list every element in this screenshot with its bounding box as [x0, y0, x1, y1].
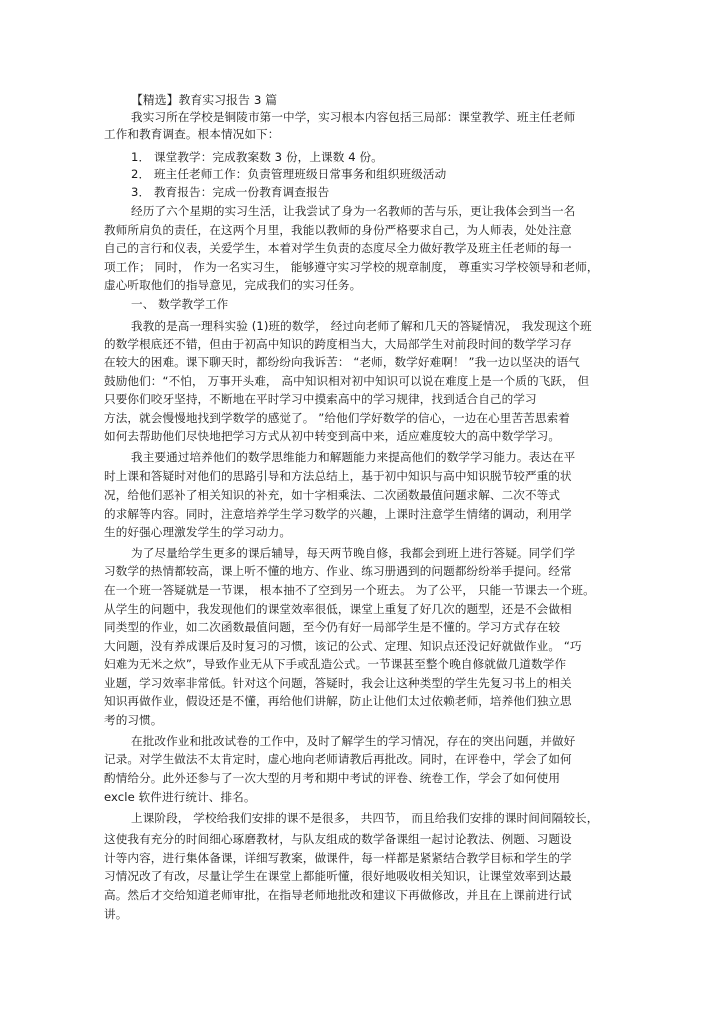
document-title: 【精选】教育实习报告 3 篇	[131, 93, 278, 107]
paragraph-line: 在一个班一答疑就是一节课， 根本抽不了空到另一个班去。 为了公平， 只能一节课去一个班。	[104, 583, 595, 597]
paragraph-line: 从学生的问题中，我发现他们的课堂效率很低，课堂上重复了好几次的题型，还是不会做相	[104, 602, 572, 616]
section-heading: 一、 数学教学工作	[131, 297, 229, 311]
paragraph-line: 况，给他们恶补了相关知识的补充，如十字相乘法、二次函数最值问题求解、二次不等式	[104, 488, 561, 502]
paragraph-line: 生的好强心理激发学生的学习动力。	[104, 525, 292, 539]
paragraph-line: 虚心听取他们的指导意见，完成我们的实习任务。	[104, 278, 362, 292]
paragraph-line: 我教的是高一理科实验 (1)班的数学， 经过向老师了解和几天的答疑情况， 我发现这个班	[131, 319, 592, 333]
paragraph-line: 为了尽量给学生更多的课后辅导，每天两节晚自修，我都会到班上进行答疑。同学们学	[131, 546, 576, 560]
paragraph-line: 大问题，没有养成课后及时复习的习惯，该记的公式、定理、知识点还没记好就做作业。 “巧	[104, 639, 582, 653]
paragraph-line: 在批改作业和批改试卷的工作中，及时了解学生的学习情况，存在的突出问题，并做好	[131, 734, 576, 748]
paragraph-line: 业题，学习效率非常低。针对这个问题，答疑时，我会让这种类型的学生先复习书上的相关	[104, 676, 572, 690]
paragraph-line: 妇难为无米之炊”，导致作业无从下手或乱造公式。一节课甚至整个晚自修就做几道数学作	[104, 657, 567, 671]
paragraph-line: 讲。	[104, 907, 128, 921]
paragraph-line: excle 软件进行统计、排名。	[104, 790, 256, 804]
paragraph-line: 项工作； 同时， 作为一名实习生， 能够遵守实习学校的规章制度， 尊重实习学校领导和老师，	[104, 260, 599, 274]
paragraph-line: 考的习惯。	[104, 713, 163, 727]
paragraph-line: 只要你们咬牙坚持，不断地在平时学习中摸索高中的学习规律，找到适合自己的学习	[104, 392, 537, 406]
paragraph-line: 习情况改了有改，尽量让学生在课堂上都能听懂，很好地吸收相关知识，让课堂效率到达最	[104, 869, 572, 883]
paragraph-line: 计等内容，进行集体备课，详细写教案，做课件，每一样都是紧紧结合教学目标和学生的学	[104, 851, 572, 865]
paragraph-line: 在较大的困难。课下聊天时，都纷纷向我诉苦： “老师，数学好难啊！ ”我一边以坚决的语气	[104, 355, 580, 369]
list-item: 1． 课堂教学：完成教案数 3 份，上课数 4 份。	[131, 150, 383, 164]
paragraph-line: 上课阶段， 学校给我们安排的课不是很多， 共四节， 而且给我们安排的课时间间隔较长，	[131, 811, 599, 825]
paragraph-line: 鼓励他们：“不怕， 万事开头难， 高中知识相对初中知识可以说在难度上是一个质的飞跃， 但	[104, 374, 590, 388]
paragraph-line: 我实习所在学校是铜陵市第一中学，实习根本内容包括三局部：课堂教学、班主任老师	[131, 110, 576, 124]
paragraph-line: 教师所肩负的责任，在这两个月里，我能以教师的身份严格要求自己，为人师表，处处注意	[104, 223, 572, 237]
paragraph-line: 自己的言行和仪表，关爱学生，本着对学生负责的态度尽全力做好教学及班主任老师的每一	[104, 241, 572, 255]
paragraph-line: 如何去帮助他们尽快地把学习方式从初中转变到高中来，适应难度较大的高中数学学习。	[104, 429, 561, 443]
paragraph-line: 记录。对学生做法不太肯定时，虚心地向老师请教后再批改。同时，在评卷中，学会了如何	[104, 752, 572, 766]
paragraph-line: 习数学的热情都较高，课上听不懂的地方、作业、练习册遇到的问题都纷纷举手提问。经常	[104, 564, 572, 578]
list-item: 3． 教育报告：完成一份教育调查报告	[131, 185, 330, 199]
paragraph-line: 我主要通过培养他们的数学思维能力和解题能力来提高他们的数学学习能力。表达在平	[131, 450, 576, 464]
paragraph-line: 时上课和答疑时对他们的思路引导和方法总结上，基于初中知识与高中知识脱节较严重的状	[104, 469, 572, 483]
paragraph-line: 方法，就会慢慢地找到学数学的感觉了。 ”给他们学好数学的信心，一边在心里苦苦思索着	[104, 411, 570, 425]
paragraph-line: 的数学根底还不错，但由于初高中知识的跨度相当大，大局部学生对前段时间的数学学习存	[104, 337, 572, 351]
paragraph-line: 知识再做作业，假设还是不懂，再给他们讲解，防止让他们太过依赖老师，培养他们独立思	[104, 694, 572, 708]
list-item: 2． 班主任老师工作：负责管理班级日常事务和组织班级活动	[131, 167, 447, 181]
paragraph-line: 的求解等内容。同时，注意培养学生学习数学的兴趣，上课时注意学生情绪的调动，利用学	[104, 507, 572, 521]
paragraph-line: 酌情给分。此外还参与了一次大型的月考和期中考试的评卷、统卷工作，学会了如何使用	[104, 771, 561, 785]
paragraph-line: 同类型的作业，如二次函数最值问题，至今仍有好一局部学生是不懂的。学习方式存在较	[104, 620, 561, 634]
paragraph-line: 工作和教育调查。根本情况如下：	[104, 127, 280, 141]
paragraph-line: 高。然后才交给知道老师审批，在指导老师地批改和建议下再做修改，并且在上课前进行试	[104, 888, 572, 902]
paragraph-line: 这使我有充分的时间细心琢磨教材，与队友组成的数学备课组一起讨论教法、例题、习题设	[104, 832, 572, 846]
paragraph-line: 经历了六个星期的实习生活，让我尝试了身为一名教师的苦与乐，更让我体会到当一名	[131, 204, 576, 218]
